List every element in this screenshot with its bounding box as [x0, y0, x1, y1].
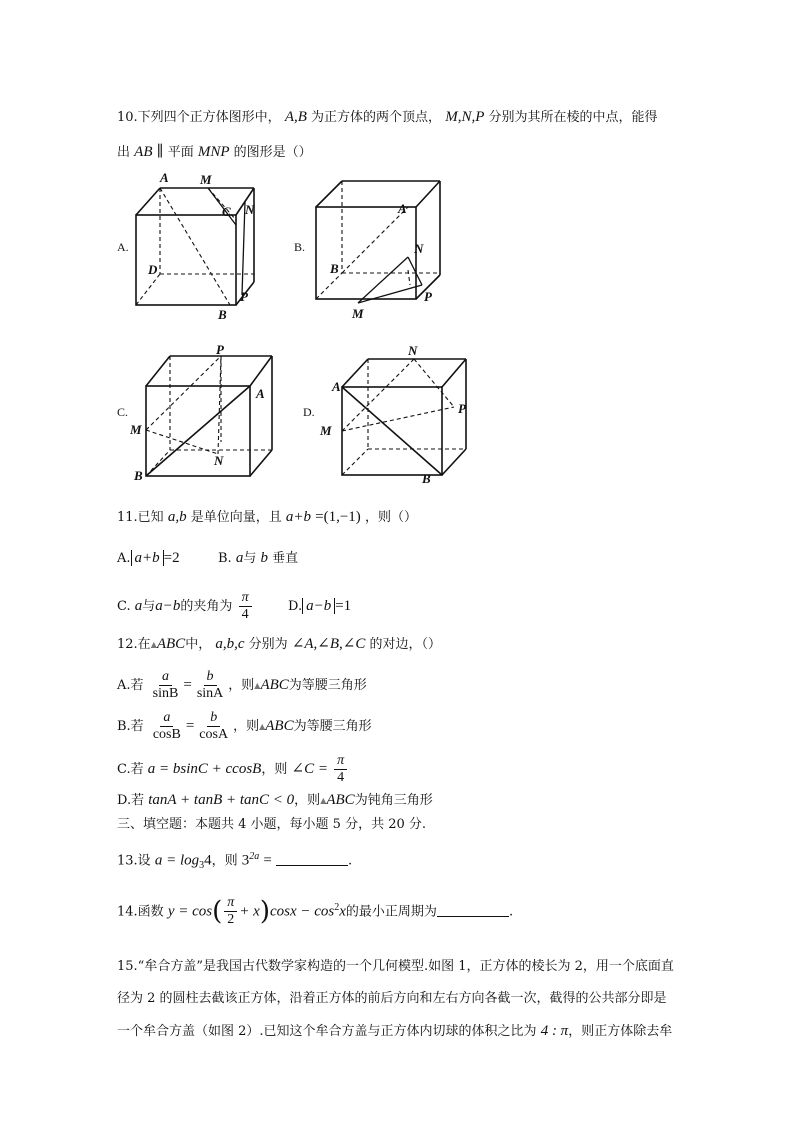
q15-math-ratio: 4 : π — [540, 1023, 569, 1039]
q12-text: 分别为 — [248, 637, 288, 652]
q12-stem — [117, 635, 441, 654]
q11-option-b — [218, 549, 298, 568]
fig-b-label-p: P — [424, 289, 432, 304]
q11-text: 与 — [142, 599, 156, 614]
q12-fraction — [150, 710, 184, 743]
fraction-denominator: sinB — [152, 686, 179, 701]
q15-text: 一个牟合方盖（如图 2）.已知这个牟合方盖与正方体内切球的体积之比为 — [117, 1024, 537, 1039]
triangle-icon: ▲ — [259, 722, 266, 731]
q12-fraction — [196, 710, 231, 743]
q15-text: ，则正方体除去牟 — [568, 1024, 673, 1039]
q12-option-b — [117, 709, 372, 744]
q10-figure-c — [130, 342, 280, 482]
q10-text: 出 — [117, 145, 131, 160]
option-label: B.若 — [117, 719, 144, 734]
fig-b-label-a: A — [398, 201, 407, 216]
fig-b-label-m: M — [352, 306, 364, 321]
q10-math-ab: AB — [134, 144, 153, 160]
q13-text: . — [348, 853, 353, 869]
q13-answer-blank[interactable] — [276, 853, 348, 866]
q12-math-abc: ABC — [156, 636, 186, 652]
fig-d-label-p: P — [458, 401, 466, 416]
fig-c-label-n: N — [214, 453, 224, 468]
q12-text: ，则 — [261, 762, 288, 777]
q14-text: 14.函数 — [117, 904, 164, 920]
q11-text: 是单位向量，且 — [190, 510, 282, 525]
q10-figure-b — [310, 175, 450, 325]
q14-stem — [117, 888, 513, 932]
q10-math-ab: A,B — [284, 109, 307, 125]
q11-math-value: =(1,−1) — [315, 509, 361, 525]
left-paren: ( — [212, 896, 223, 927]
q11-math-vector: a — [235, 550, 244, 566]
q12-text: 的对边，（） — [369, 637, 442, 652]
q14-fraction — [224, 895, 237, 928]
q11-math-vector: a — [134, 598, 143, 614]
q11-text: 垂直 — [272, 551, 299, 566]
q12-text: 为等腰三角形 — [293, 719, 372, 734]
fig-d-label-a: A — [332, 379, 341, 394]
q11-fraction — [239, 590, 252, 623]
fraction-denominator: cosB — [152, 727, 181, 742]
q11-math-value: =1 — [335, 598, 352, 614]
q11-math-vectors: a,b — [167, 509, 187, 525]
q14-answer-blank[interactable] — [437, 904, 509, 917]
q10-figure-a — [130, 170, 260, 320]
option-label: C. — [117, 599, 131, 614]
right-paren: ) — [259, 896, 270, 927]
fraction-denominator: sinA — [196, 686, 224, 701]
option-label: C.若 — [117, 762, 144, 777]
q10-parallel-symbol: ∥ — [156, 144, 164, 160]
fig-a-label-d: D — [148, 262, 158, 277]
q12-fraction — [334, 753, 347, 786]
fig-a-label-c: C — [222, 204, 231, 219]
q10-option-b-label: B. — [294, 240, 306, 254]
q13-power-base: 3 — [241, 852, 250, 869]
q12-math-angle: ∠C = — [291, 761, 328, 777]
fraction-denominator: 4 — [241, 607, 249, 622]
q13-text: ，则 — [211, 853, 238, 869]
triangle-icon: ▲ — [254, 681, 261, 690]
q13-math-log: a = log — [154, 852, 200, 869]
q11-text: 与 — [243, 551, 257, 566]
fig-c-label-m: M — [130, 422, 142, 437]
equals-sign: = — [263, 852, 272, 869]
q10-text: 10.下列四个正方体图形中， — [117, 110, 281, 125]
q12-math-abc: ABC — [260, 677, 289, 693]
q15-line3 — [117, 1022, 672, 1041]
q12-text: 为钝角三角形 — [354, 793, 433, 808]
q11-abs-expr: a+b — [131, 550, 164, 566]
fraction-numerator: a — [159, 669, 172, 686]
q12-math-expr: a = bsinC + ccosB — [147, 761, 262, 777]
fig-a-label-b: B — [218, 307, 227, 320]
fig-a-label-a: A — [160, 170, 169, 185]
fraction-numerator: π — [334, 753, 347, 770]
q11-option-d — [288, 597, 351, 616]
q12-math-angles: ∠A,∠B,∠C — [291, 636, 366, 652]
q12-math-sides: a,b,c — [215, 636, 245, 652]
q12-fraction — [194, 669, 226, 702]
q10-math-mnp: MNP — [197, 144, 230, 160]
fraction-denominator: 4 — [337, 770, 345, 785]
q15-line1: 15.“牟合方盖”是我国古代数学家构造的一个几何模型.如图 1，正方体的棱长为 2，用一个底面直 — [117, 959, 674, 974]
q12-text: 12.在 — [117, 637, 151, 652]
fig-a-label-p: P — [240, 289, 248, 304]
q11-math-sum: a+b — [285, 509, 311, 525]
fig-d-label-m: M — [320, 423, 332, 438]
q10-stem-line1 — [117, 108, 658, 127]
option-label: B. — [218, 551, 232, 566]
q12-math-abc: ABC — [265, 718, 294, 734]
q14-math-expr: y = cos — [167, 903, 213, 920]
q15-line2: 径为 2 的圆柱去截该正方体，沿着正方体的前后方向和左右方向各截一次，截得的公共部分即是 — [117, 991, 667, 1006]
fig-b-label-n: N — [414, 241, 424, 256]
q11-text: 11.已知 — [117, 510, 164, 525]
section-3-heading: 三、填空题：本题共 4 小题，每小题 5 分，共 20 分. — [117, 817, 427, 832]
q11-option-c — [117, 590, 254, 623]
fraction-denominator: 2 — [227, 912, 235, 928]
q12-option-c — [117, 752, 349, 787]
q11-text: 的夹角为 — [180, 599, 233, 614]
fraction-numerator: b — [204, 669, 217, 686]
option-label: D.若 — [117, 793, 145, 808]
q11-stem — [117, 508, 417, 527]
q12-option-a — [117, 668, 367, 703]
q13-text: 13.设 — [117, 853, 151, 869]
fig-a-label-m: M — [200, 172, 212, 187]
fraction-denominator: cosA — [199, 727, 229, 742]
q10-text: 平面 — [167, 145, 194, 160]
q14-math-expr: + x — [239, 903, 260, 920]
q12-text: ，则 — [228, 678, 255, 693]
fig-d-label-b: B — [422, 471, 431, 485]
q11-math-vector: b — [260, 550, 268, 566]
fig-c-label-p: P — [216, 342, 224, 357]
q10-option-d-label: D. — [303, 405, 315, 419]
q13-log-base: 3 — [199, 859, 205, 871]
option-label: D. — [288, 599, 303, 614]
q14-text: . — [508, 904, 514, 920]
q10-text: 为正方体的两个顶点， — [311, 110, 442, 125]
q12-text: 为等腰三角形 — [288, 678, 367, 693]
equals-sign: = — [183, 677, 192, 693]
q11-math-value: =2 — [163, 550, 180, 566]
q10-option-a-label: A. — [117, 240, 129, 254]
triangle-icon: ▲ — [150, 640, 157, 649]
q11-math-expr: a−b — [155, 598, 181, 614]
triangle-icon: ▲ — [320, 796, 327, 805]
equals-sign: = — [185, 718, 195, 734]
q14-text: 的最小正周期为 — [345, 904, 437, 920]
q12-math-expr: tanA + tanB + tanC < 0 — [148, 792, 295, 808]
q12-math-abc: ABC — [326, 792, 355, 808]
q11-option-a — [117, 549, 180, 568]
fraction-numerator: b — [207, 710, 220, 727]
fig-b-label-b: B — [330, 261, 339, 276]
q10-math-mnp: M,N,P — [445, 109, 485, 125]
q12-text: ，则 — [294, 793, 321, 808]
q13-stem — [117, 848, 352, 875]
q13-power-exp: 2a — [249, 851, 260, 862]
q11-abs-expr: a−b — [302, 598, 335, 614]
fraction-numerator: a — [160, 710, 173, 727]
q14-math-expr: cosx − cos — [269, 903, 335, 920]
q12-fraction — [150, 669, 182, 702]
q14-math-expr: x — [339, 903, 346, 920]
fig-c-label-b: B — [134, 468, 143, 482]
q10-text: 分别为其所在棱的中点，能得 — [488, 110, 658, 125]
q10-stem-line2 — [117, 143, 312, 162]
q13-math-arg: 4 — [204, 852, 212, 869]
q14-exponent: 2 — [334, 902, 340, 913]
q10-text: 的图形是（） — [233, 145, 312, 160]
q12-text: 中， — [185, 637, 212, 652]
q10-figure-d — [318, 345, 478, 485]
q10-option-c-label: C. — [117, 405, 129, 419]
q12-text: ，则 — [233, 719, 260, 734]
q12-option-d — [117, 791, 433, 810]
option-label: A.若 — [117, 678, 144, 693]
fig-a-label-n: N — [245, 202, 255, 217]
fig-c-label-a: A — [256, 386, 265, 401]
option-label: A. — [117, 551, 131, 566]
q11-text: ，则（） — [364, 510, 417, 525]
fig-d-label-n: N — [408, 345, 418, 358]
fraction-numerator: π — [224, 895, 237, 912]
fraction-numerator: π — [239, 590, 252, 607]
